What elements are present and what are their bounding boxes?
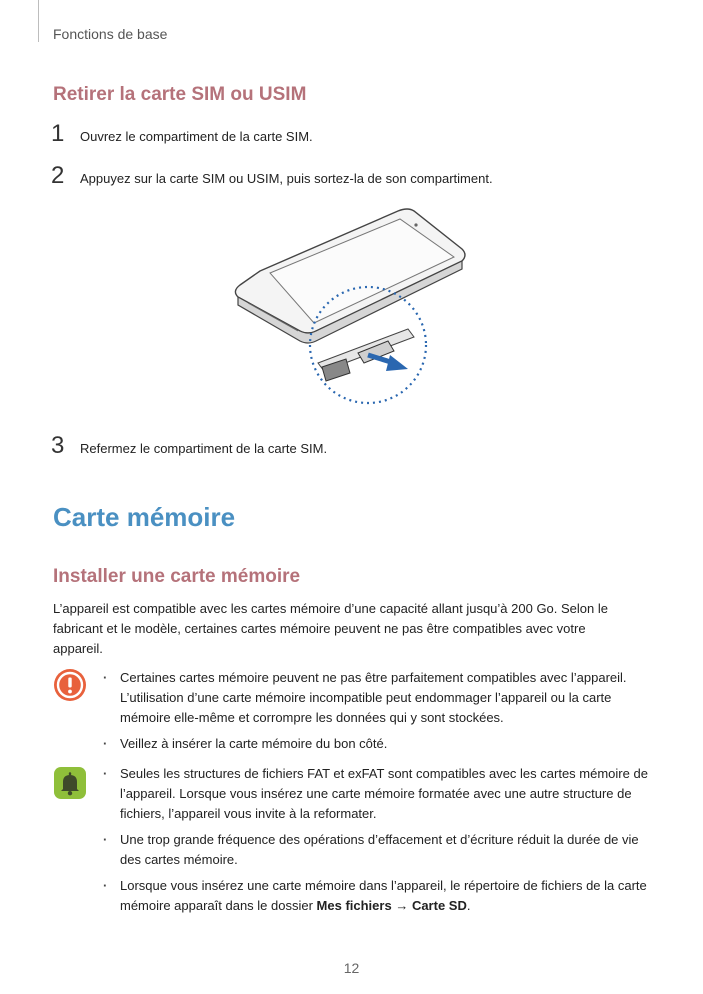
folder-name: Mes fichiers: [316, 898, 392, 913]
margin-rule: [38, 0, 39, 42]
note-item-text: Lorsque vous insérez une carte mémoire dans l’appareil, le répertoire de fichiers de la carte mémoire apparaît dans le dossier: [120, 878, 647, 913]
step-text-3: Refermez le compartiment de la carte SIM.: [80, 441, 328, 456]
memory-section-title: Carte mémoire: [53, 502, 236, 532]
memory-intro-paragraph: L’appareil est compatible avec les cartes mémoire d’une capacité allant jusqu’à 200 Go. Selon le fabricant et le modèle, certaines cartes mémoire peuvent ne pas être compatibles avec votre appareil.: [53, 601, 608, 656]
page-number: 12: [343, 960, 360, 976]
step-number-3: 3: [51, 432, 65, 459]
warning-item: · Veillez à insérer la carte mémoire du bon côté.: [103, 734, 658, 754]
memory-section-subtitle: Installer une carte mémoire: [53, 566, 301, 587]
note-item: · Seules les structures de fichiers FAT et exFAT sont compatibles avec les cartes mémoire de l’appareil. Lorsque vous insérez une carte mémoire formatée avec une autre structure de fichiers, l’appareil vous invite à la reformater.: [103, 764, 658, 824]
note-item: [103, 876, 658, 916]
step-text-2: Appuyez sur la carte SIM ou USIM, puis sortez-la de son compartiment.: [80, 171, 493, 186]
path-arrow: →: [391, 898, 412, 913]
running-header: Fonctions de base: [53, 26, 168, 42]
note-item: · Une trop grande fréquence des opérations d’effacement et d’écriture réduit la durée de vie des cartes mémoire.: [103, 830, 658, 870]
warning-list: [103, 668, 658, 760]
step-number-2: 2: [51, 162, 65, 189]
warning-item: · Certaines cartes mémoire peuvent ne pas être parfaitement compatibles avec l’appareil. L’utilisation d’une carte mémoire incompatible peut endommager l’appareil ou la carte mémoire elle-même et corrompre les données qui y sont stockées.: [103, 668, 658, 728]
note-item-end: .: [466, 898, 471, 913]
sim-removal-illustration: [218, 205, 478, 410]
sim-section-title: Retirer la carte SIM ou USIM: [53, 84, 307, 105]
step-text-1: Ouvrez le compartiment de la carte SIM.: [80, 129, 313, 144]
exclamation-icon: [53, 668, 87, 702]
sim-tray-illustration: [318, 329, 414, 381]
target-name: Carte SD: [411, 898, 467, 913]
step-number-1: 1: [51, 120, 65, 147]
note-list: [103, 764, 658, 922]
bell-icon: [53, 766, 87, 800]
phone-illustration: [235, 209, 465, 343]
